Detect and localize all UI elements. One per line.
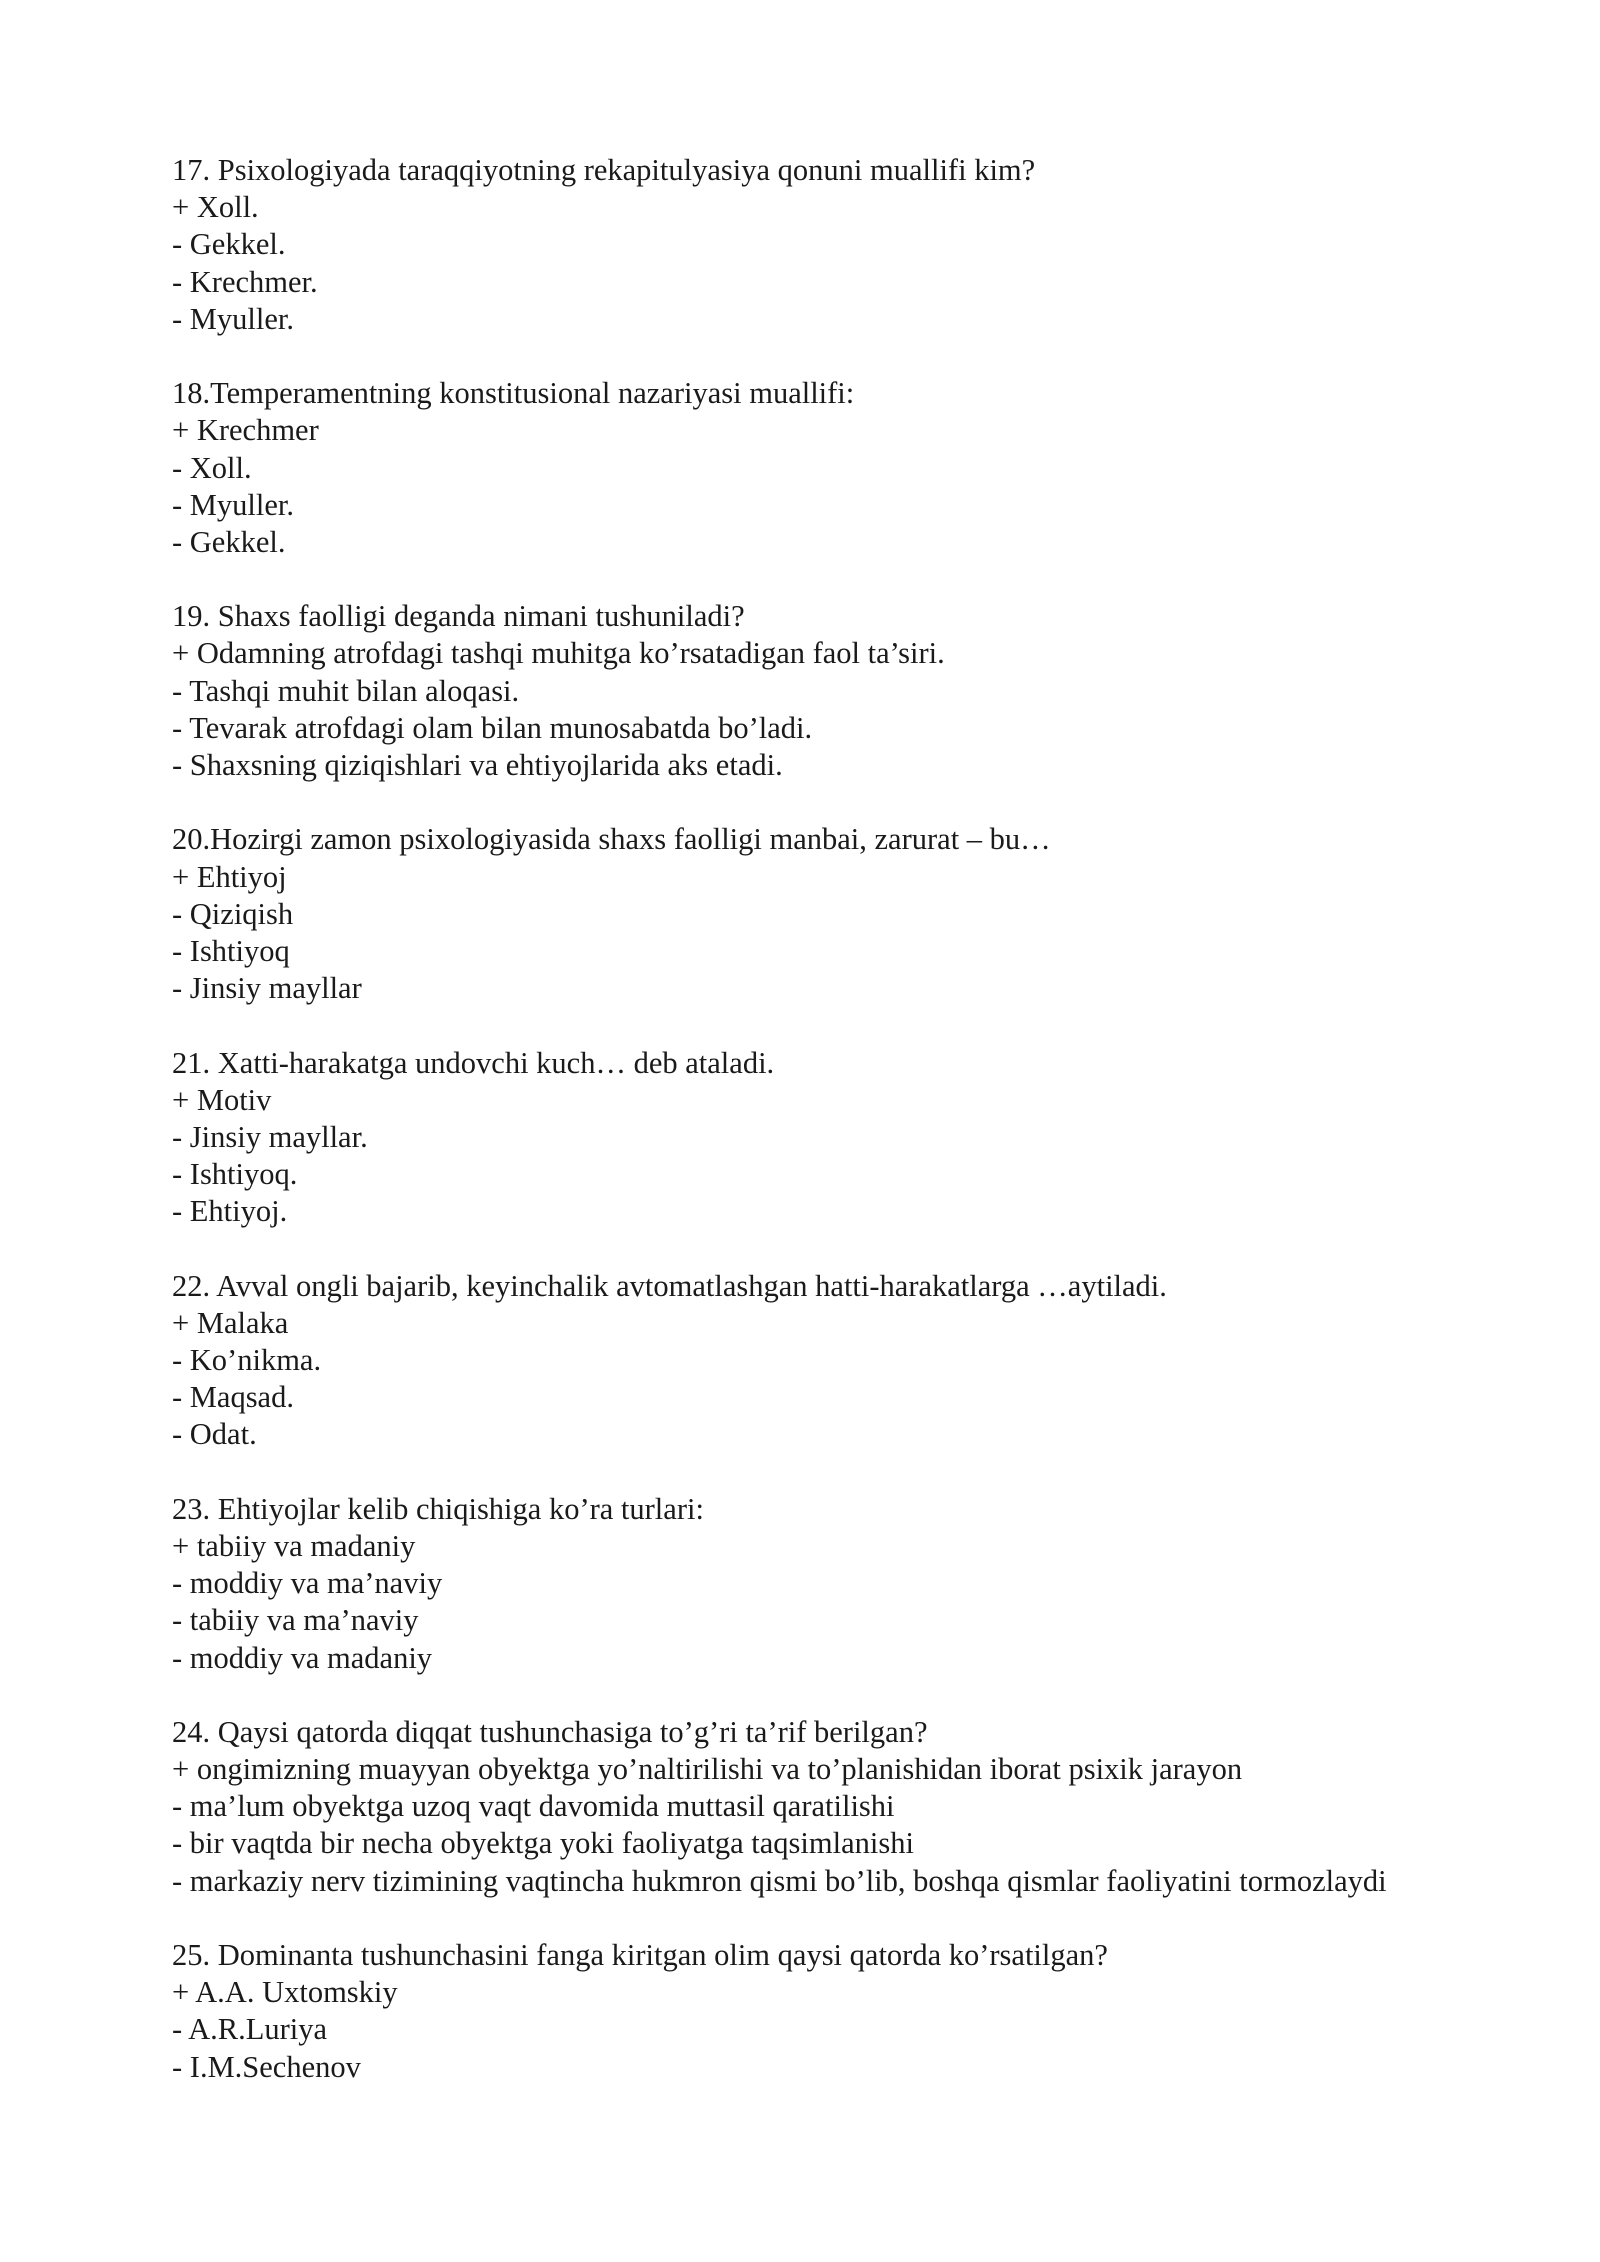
answer-option: - Gekkel. (172, 227, 286, 262)
answer-option: + Odamning atrofdagi tashqi muhitga ko’rsatadigan faol ta’siri. (172, 636, 945, 671)
question-20 (172, 821, 1572, 1007)
question-list (172, 152, 1572, 2123)
answer-option: - moddiy va ma’naviy (172, 1566, 443, 1601)
answer-option: + Krechmer (172, 413, 319, 448)
question-21 (172, 1045, 1572, 1231)
answer-option: - tabiiy va ma’naviy (172, 1603, 419, 1638)
answer-option: - Myuller. (172, 301, 294, 336)
answer-option: - A.R.Luriya (172, 2012, 328, 2047)
answer-option: + tabiiy va madaniy (172, 1528, 416, 1563)
answer-option: - markaziy nerv tizimining vaqtincha hukmron qismi bo’lib, boshqa qismlar faoliyatini tormozlaydi (172, 1863, 1387, 1898)
answer-option: - Krechmer. (172, 264, 318, 299)
answer-option: - Ishtiyoq (172, 933, 290, 968)
question-text: 22. Avval ongli bajarib, keyinchalik avtomatlashgan hatti-harakatlarga …aytiladi. (172, 1268, 1167, 1303)
answer-option: - Xoll. (172, 450, 252, 485)
answer-option: + Motiv (172, 1082, 272, 1117)
question-19 (172, 598, 1572, 784)
question-text: 20.Hozirgi zamon psixologiyasida shaxs faolligi manbai, zarurat – bu… (172, 822, 1051, 857)
answer-option: - Jinsiy mayllar (172, 971, 362, 1006)
question-24 (172, 1714, 1572, 1900)
answer-option: - Qiziqish (172, 896, 294, 931)
question-text: 23. Ehtiyojlar kelib chiqishiga ko’ra turlari: (172, 1491, 704, 1526)
answer-option: - moddiy va madaniy (172, 1640, 433, 1675)
answer-option: + Ehtiyoj (172, 859, 287, 894)
question-text: 19. Shaxs faolligi deganda nimani tushuniladi? (172, 599, 745, 634)
answer-option: - Odat. (172, 1417, 257, 1452)
question-text: 25. Dominanta tushunchasini fanga kiritgan olim qaysi qatorda ko’rsatilgan? (172, 1938, 1108, 1972)
question-18 (172, 375, 1572, 561)
question-25 (172, 1937, 1572, 2086)
answer-option: + ongimizning muayyan obyektga yo’naltirilishi va to’planishidan iborat psixik jarayon (172, 1752, 1243, 1787)
answer-option: + Malaka (172, 1305, 289, 1340)
answer-option: - Jinsiy mayllar. (172, 1119, 368, 1154)
question-17 (172, 152, 1572, 338)
question-text: 18.Temperamentning konstitusional nazariyasi muallifi: (172, 376, 855, 411)
question-23 (172, 1491, 1572, 1677)
question-text: 24. Qaysi qatorda diqqat tushunchasiga to’g’ri ta’rif berilgan? (172, 1714, 928, 1749)
answer-option: - I.M.Sechenov (172, 2049, 361, 2084)
answer-option: + Xoll. (172, 190, 259, 225)
question-text: 21. Xatti-harakatga undovchi kuch… deb ataladi. (172, 1045, 775, 1080)
answer-option: - Ishtiyoq. (172, 1157, 298, 1192)
answer-option: - Myuller. (172, 487, 294, 522)
answer-option: - bir vaqtda bir necha obyektga yoki faoliyatga taqsimlanishi (172, 1826, 914, 1861)
answer-option: - Gekkel. (172, 524, 286, 559)
question-22 (172, 1268, 1572, 1454)
question-text: 17. Psixologiyada taraqqiyotning rekapitulyasiya qonuni muallifi kim? (172, 153, 1036, 187)
answer-option: + A.A. Uxtomskiy (172, 1975, 398, 2010)
answer-option: - Ehtiyoj. (172, 1194, 288, 1229)
answer-option: - ma’lum obyektga uzoq vaqt davomida muttasil qaratilishi (172, 1789, 895, 1824)
answer-option: - Tevarak atrofdagi olam bilan munosabatda bo’ladi. (172, 710, 813, 745)
answer-option: - Ko’nikma. (172, 1343, 322, 1377)
answer-option: - Shaxsning qiziqishlari va ehtiyojlarida aks etadi. (172, 748, 783, 782)
answer-option: - Maqsad. (172, 1380, 294, 1415)
answer-option: - Tashqi muhit bilan aloqasi. (172, 673, 520, 708)
